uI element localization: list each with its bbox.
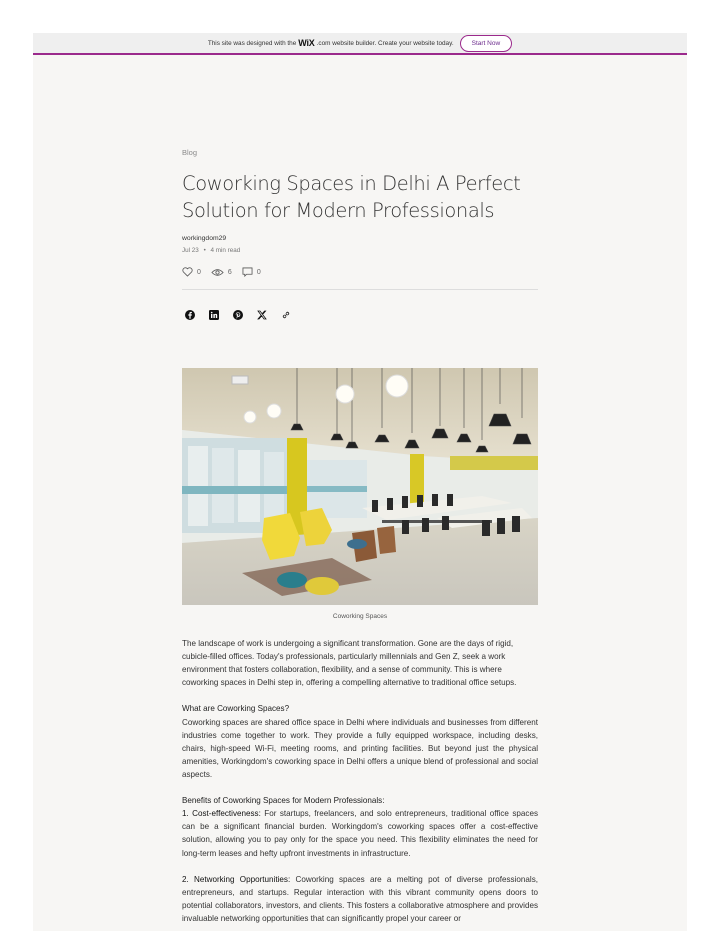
- comment-count: 0: [256, 268, 261, 276]
- coworking-office-photo: [182, 368, 538, 605]
- eye-icon: [211, 268, 224, 277]
- start-now-button[interactable]: Start Now: [460, 35, 513, 52]
- benefits-section: [182, 794, 538, 859]
- banner-message: [208, 38, 454, 48]
- meta-separator: •: [203, 247, 206, 254]
- linkedin-icon[interactable]: [209, 307, 219, 317]
- what-section: [182, 702, 538, 781]
- like-count: 0: [197, 268, 201, 276]
- facebook-icon[interactable]: [185, 307, 195, 317]
- post-body: [182, 637, 538, 931]
- like-stat[interactable]: [182, 267, 201, 277]
- view-count: 6: [227, 268, 232, 276]
- benefits-heading: Benefits of Coworking Spaces for Modern Professionals:: [182, 796, 385, 806]
- banner-suffix: .com website builder. Create your website today.: [316, 39, 454, 47]
- heart-icon[interactable]: [182, 267, 193, 277]
- view-stat: [211, 268, 232, 277]
- benefit2-text: Coworking spaces are a melting pot of diverse professionals, entrepreneurs, and startups. Regular interaction with this vibrant community opens doors to potential collaborators, investors, and clients. This fosters a collaborative atmosphere and provides invaluable networking opportunities that can significantly propel your career or: [182, 874, 538, 923]
- link-icon[interactable]: [281, 307, 291, 317]
- benefit2-section: [182, 873, 538, 925]
- what-heading: What are Coworking Spaces?: [182, 704, 290, 714]
- divider: [182, 289, 538, 290]
- pinterest-icon[interactable]: [233, 307, 243, 317]
- blog-category-link[interactable]: Blog: [182, 148, 198, 157]
- post-title: Coworking Spaces in Delhi A Perfect Solution for Modern Professionals: [182, 172, 521, 222]
- what-text: Coworking spaces are shared office space in Delhi where individuals and businesses from different industries come together to work. They provide a fully equipped workspace, including desks, chairs, high-speed Wi-Fi, meeting rooms, and printing facilities. But beyond just the physical amenities, Workingdom's coworking space in Delhi offers a unique blend of professional and social aspects.: [182, 717, 538, 779]
- banner-prefix: This site was designed with the: [207, 39, 297, 47]
- x-icon[interactable]: [257, 307, 267, 317]
- image-caption: Coworking Spaces: [332, 613, 388, 620]
- comment-icon[interactable]: [242, 267, 253, 277]
- wix-banner: [33, 33, 687, 55]
- post-stats: [182, 267, 261, 277]
- intro-paragraph: The landscape of work is undergoing a significant transformation. Gone are the days of rigid, cubicle-filled offices. Today's professionals, particularly millennials and Gen Z, seek a work environment that fosters collaboration, flexibility, and a sense of community. This is where coworking spaces in Delhi step in, offering a compelling alternative to traditional office setups.: [182, 639, 517, 688]
- author-name[interactable]: workingdom29: [182, 235, 227, 242]
- benefit1-text: For startups, freelancers, and solo entrepreneurs, traditional office spaces can be a significant financial burden. Workingdom's coworking spaces offer a cost-effective solution, allowing you to pay only for the space you need. This flexibility eliminates the need for long-term leases and hefty upfront investments in infrastructure.: [182, 809, 538, 858]
- page-surface: [33, 33, 687, 931]
- post-meta: [182, 247, 240, 254]
- wix-logo[interactable]: WiX: [298, 38, 315, 48]
- read-time: 4 min read: [210, 247, 241, 254]
- post-date: Jul 23: [182, 247, 199, 254]
- hero-image: [182, 368, 538, 605]
- benefit1-label: 1. Cost-effectiveness:: [182, 809, 261, 819]
- comment-stat[interactable]: [242, 267, 261, 277]
- share-bar: [185, 307, 291, 317]
- benefit2-label: 2. Networking Opportunities:: [182, 874, 291, 884]
